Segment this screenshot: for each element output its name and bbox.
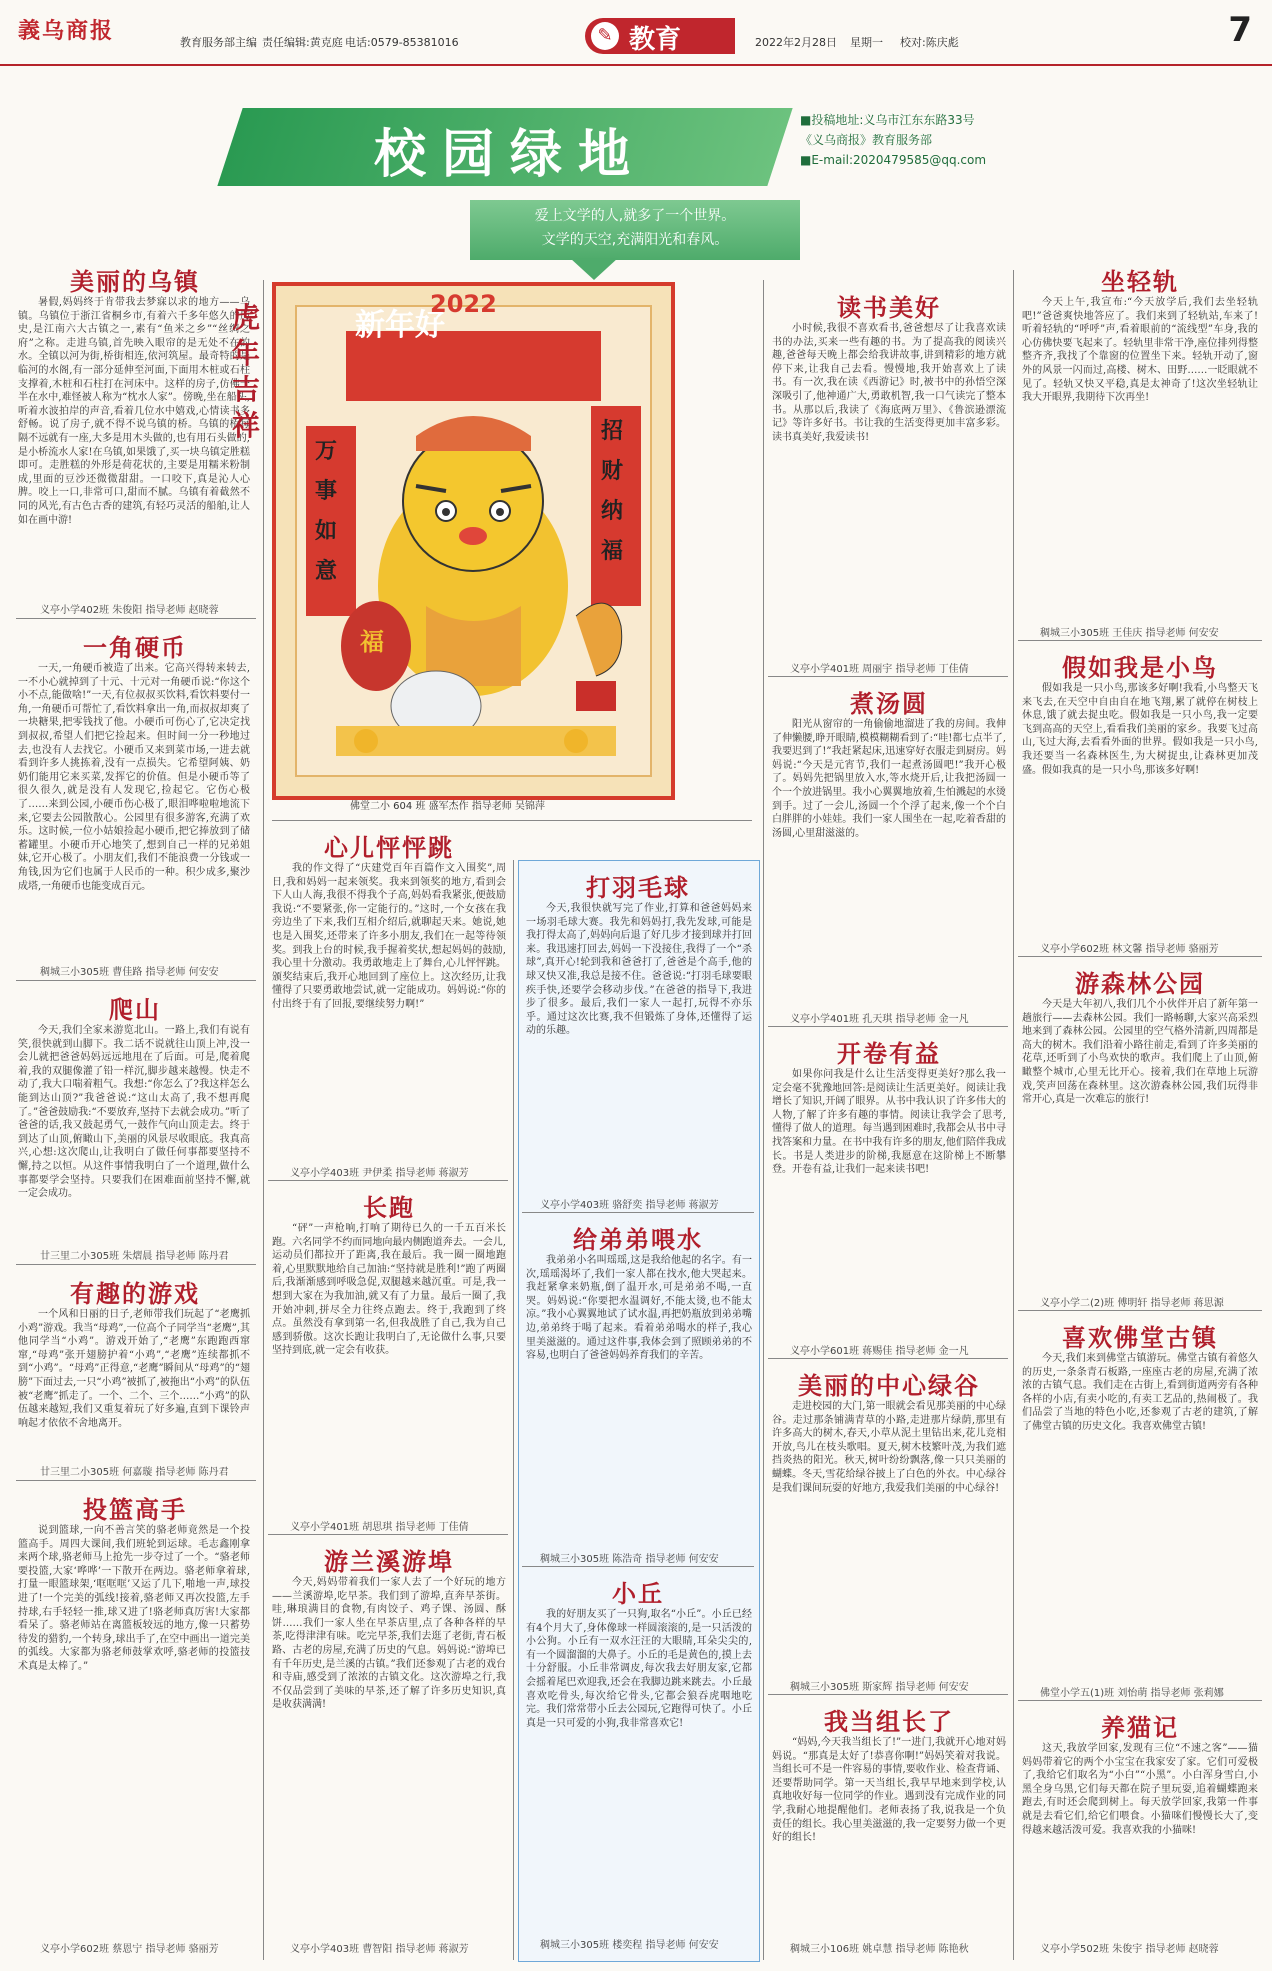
artwork-couplet-right: 招财纳福 [600, 419, 623, 564]
divider [16, 980, 256, 981]
article-title: 读书美好 [837, 294, 941, 322]
artwork-badge: 福 [360, 628, 384, 656]
article-title: 有趣的游戏 [70, 1280, 200, 1308]
article-byline: 义亭小学403班 尹伊柔 指导老师 蒋淑芳 [290, 1168, 469, 1179]
article-body: 走进校园的大门,第一眼就会看见那美丽的中心绿谷。走过那条铺满青草的小路,走进那片绿荫,那里有许多高大的树木,春天,小草从泥土里钻出来,花儿竞相开放,鸟儿在枝头歌唱。夏天,树木枝繁叶茂,为我们遮挡炎热的阳光。秋天,树叶纷纷飘落,像一只只美丽的蝴蝶。冬天,雪花给绿谷披上了白色的外衣。中心绿谷是我们课间玩耍的好地方,我爱我们美丽的中心绿谷! [772, 1401, 1006, 1494]
article-body: “砰”一声枪响,打响了期待已久的一千五百米长跑。六名同学不约而同地向最内侧跑道奔去。一会儿,运动员们都拉开了距离,我在最后。我一圈一圈地跑着,心里默默地给自己加油:“坚持就是胜利!”跑了两圈后,我渐渐感到呼吸急促,双腿越来越沉重。可是,我一想到大家在为我加油,就又有了力量。最后一圈了,我开始冲刺,拼尽全力往终点跑去。终于,我跑到了终点。虽然没有拿到第一名,但我战胜了自己,我为自己感到骄傲。这次长跑让我明白了,无论做什么事,只要坚持到底,就一定会有收获。 [272, 1223, 506, 1357]
page-number: 7 [1228, 10, 1252, 50]
artwork-couplet-left: 万事如意 [314, 439, 337, 584]
article-title: 美丽的中心绿谷 [798, 1372, 980, 1400]
article-title: 投篮高手 [83, 1496, 187, 1524]
divider [1018, 640, 1262, 641]
divider [268, 1180, 508, 1181]
masthead: 義乌商报 [18, 18, 115, 44]
article-title: 给弟弟喂水 [573, 1226, 703, 1254]
column-divider [263, 280, 264, 1960]
article-body: 今天上午,我宣布:“今天放学后,我们去坐轻轨吧!”爸爸爽快地答应了。我们来到了轻轨站,车来了!听着轻轨的“呼呼”声,看着眼前的“流线型”车身,我的心仿佛快要飞起来了。轻轨里非常干净,座位排列得整整齐齐,我找了个靠窗的位置坐下来。轻轨开动了,窗外的风景一闪而过,高楼、树木、田野……一眨眼就不见了。轻轨又快又平稳,真是太神奇了!这次坐轻轨让我大开眼界,我期待下次再坐! [1022, 297, 1258, 404]
article-body: 今天,妈妈带着我们一家人去了一个好玩的地方——兰溪游埠,吃早茶。我们到了游埠,直奔早茶街。哇,琳琅满目的食物,有肉饺子、鸡子馃、汤圆、酥饼……我们一家人坐在早茶店里,点了各种各样的早茶,吃得津津有味。吃完早茶,我们去逛了老街,青石板路、古老的房屋,充满了历史的气息。妈妈说:“游埠已有千年历史,是兰溪的古镇。”我们还参观了古老的戏台和寺庙,感受到了浓浓的古镇文化。这次游埠之行,我不仅品尝到了美味的早茶,还了解了许多历史知识,真是收获满满! [272, 1577, 506, 1711]
phone: 电话:0579-85381016 [345, 36, 459, 49]
article-body: 今天是大年初八,我们几个小伙伴开启了新年第一趟旅行——去森林公园。我们一路畅聊,大家兴高采烈地来到了森林公园。公园里的空气格外清新,四周都是高大的树木。我们沿着小路往前走,看到了许多美丽的花草,还听到了小鸟欢快的歌声。我们爬上了山顶,俯瞰整个城市,心里无比开心。接着,我们在草地上玩游戏,笑声回荡在森林里。这次游森林公园,我们玩得非常开心,真是一次难忘的旅行! [1022, 999, 1258, 1106]
article-byline: 义亭小学二(2)班 傅明轩 指导老师 蒋思源 [1040, 1298, 1224, 1309]
article-title: 心儿怦怦跳 [324, 834, 454, 862]
artwork-caption: 佛堂二小 604 班 盛军杰作 指导老师 吴锦萍 [350, 801, 545, 812]
article-byline: 义亭小学502班 朱俊宇 指导老师 赵晓蓉 [1040, 1944, 1219, 1955]
artwork-banner-text: 新年好 [355, 308, 445, 343]
article-body: 说到篮球,一向不善言笑的骆老师竟然是一个投篮高手。周四大课间,我们班轮到运球。毛志鑫刚拿来两个球,骆老师马上抢先一步夺过了一个。“骆老师要投篮,大家‘哗哗’一下散开在两边。骆老师拿着球,打量一眼篮球架,‘哐哐哐’又运了几下,啪地一声,球投进了!一个完美的弧线!接着,骆老师又再次投篮,左手持球,右手轻轻一推,球又进了!骆老师真厉害!大家都看呆了。骆老师站在离篮板较远的地方,像一只蓄势待发的猎豹,一个转身,球出手了,在空中画出一道完美的弧线。大家都为骆老师鼓掌欢呼,骆老师的投篮技术真是太棒了。” [18, 1525, 250, 1672]
artwork-vertical-title: 虎年吉祥 [231, 301, 260, 442]
article-body: 一个风和日丽的日子,老师带我们玩起了“老鹰抓小鸡”游戏。我当“母鸡”,一位高个子同学当“老鹰”,其他同学当“小鸡”。游戏开始了,“老鹰”东跑跑西窜窜,“母鸡”张开翅膀护着“小鸡”,“老鹰”连续都抓不到“小鸡”。“母鸡”正得意,“老鹰”瞬间从“母鸡”的“翅膀”下面过去,一只“小鸡”被抓了,被拖出“小鸡”的队伍被“老鹰”抓走了。一个、二个、三个……“小鸡”的队伍越来越短,我们又重复着玩了好多遍,直到下课铃声响起才依依不舍地离开。 [18, 1309, 250, 1429]
article-byline: 义亭小学602班 蔡恩宁 指导老师 骆丽芳 [40, 1944, 219, 1955]
contact-department: 《义乌商报》教育服务部 [800, 133, 933, 147]
article-byline: 稠城三小106班 姚卓慧 指导老师 陈艳秋 [790, 1944, 969, 1955]
article-body: 阳光从窗帘的一角偷偷地溜进了我的房间。我伸了伸懒腰,睁开眼睛,模模糊糊看到了:“哇!都七点半了,我要迟到了!”我赶紧起床,迅速穿好衣服走到厨房。妈妈说:“今天是元宵节,我们一起煮汤圆吧!”我开心极了。妈妈先把锅里放入水,等水烧开后,让我把汤圆一个一个放进锅里。我小心翼翼地放着,生怕溅起的水烫到手。过了一会儿,汤圆一个个浮了起来,像一个个白白胖胖的小娃娃。我们一家人围坐在一起,吃着香甜的汤圆,心里甜滋滋的。 [772, 719, 1006, 839]
divider [16, 1480, 256, 1481]
divider [768, 1026, 1008, 1027]
divider [1018, 1700, 1262, 1701]
divider [16, 1264, 256, 1265]
divider [768, 1694, 1008, 1695]
article-byline: 义亭小学403班 曹智阳 指导老师 蒋淑芳 [290, 1944, 469, 1955]
divider [16, 618, 256, 619]
article-body: 今天,我很快就写完了作业,打算和爸爸妈妈来一场羽毛球大赛。我先和妈妈打,我先发球,可能是我打得太高了,妈妈向后退了好几步才接到球并打回来。我迅速打回去,妈妈一下没接住,我得了一个“杀球”,真开心!轮到我和爸爸打了,爸爸是个高手,他的球又快又准,我总是接不住。爸爸说:“打羽毛球要眼疾手快,还要学会移动步伐。”在爸爸的指导下,我进步了很多。最后,我们一家人一起打,玩得不亦乐乎。通过这次比赛,我不但锻炼了身体,还懂得了运动的乐趣。 [526, 903, 752, 1037]
contact-email: ■E-mail:2020479585@qq.com [800, 153, 987, 167]
divider [768, 676, 1008, 677]
section-label: 教育 [629, 25, 682, 55]
article-byline: 义亭小学403班 骆舒奕 指导老师 蒋淑芳 [540, 1200, 719, 1211]
article-title: 煮汤圆 [850, 690, 928, 718]
article-byline: 廿三里二小305班 朱熠晨 指导老师 陈丹君 [40, 1251, 229, 1262]
article-title: 一角硬币 [83, 634, 187, 662]
artwork-year: 2022 [430, 290, 497, 318]
article-title: 坐轻轨 [1101, 268, 1179, 296]
article-title: 假如我是小鸟 [1062, 654, 1218, 682]
article-title: 游森林公园 [1075, 970, 1205, 998]
divider [768, 1358, 1008, 1359]
column-title: 校园绿地 [373, 125, 646, 185]
article-title: 美丽的乌镇 [70, 268, 200, 296]
article-byline: 稠城三小305班 曹佳路 指导老师 何安安 [40, 967, 219, 978]
article-byline: 义亭小学602班 林文馨 指导老师 骆丽芳 [1040, 944, 1219, 955]
slogan-line-1: 爱上文学的人,就多了一个世界。 [534, 208, 736, 224]
editors: 教育服务部主编 [180, 36, 257, 49]
article-byline: 义亭小学601班 蒋赐佳 指导老师 金一凡 [790, 1346, 969, 1357]
article-body: 我的作文得了“庆建党百年百篇作文入围奖”,周日,我和妈妈一起来领奖。我来到领奖的地方,看到会下人山人海,我很不得我个子高,妈妈看我紧张,便鼓励我说:“不要紧张,你一定能行的。”这时,一个女孩在我旁边坐了下来,我们互相介绍后,就聊起天来。她说,她也是入围奖,还带来了许多小朋友,我们在一起等待领奖。到我上台的时候,我手握着奖状,想起妈妈的鼓励,我心里十分激动。我勇敢地走上了舞台,心儿怦怦跳。颁奖结束后,我开心地回到了座位上。这次经历,让我懂得了只要勇敢地尝试,就一定能成功。妈妈说:“你的付出终于有了回报,要继续努力啊!” [272, 863, 506, 1010]
column-divider [1013, 270, 1014, 1960]
article-body: 小时候,我很不喜欢看书,爸爸想尽了让我喜欢读书的办法,买来一些有趣的书。为了提高我的阅读兴趣,爸爸每天晚上都会给我讲故事,讲到精彩的地方就停下来,让我自己去看。慢慢地,我开始喜欢上了读书。有一次,我在读《西游记》时,被书中的孙悟空深深吸引了,他神通广大,勇敢机智,我一口气读完了整本书。从那以后,我读了《海底两万里》、《鲁滨逊漂流记》等许多好书。书让我的生活变得更加丰富多彩。读书真美好,我爱读书! [772, 323, 1006, 443]
article-body: 我弟弟小名叫瑶瑶,这是我给他起的名字。有一次,瑶瑶渴坏了,我们一家人都在找水,他大哭起来。我赶紧拿来奶瓶,倒了温开水,可是弟弟不喝,一直哭。妈妈说:“你要把水温调好,不能太烫,也不能太凉。”我小心翼翼地试了试水温,再把奶瓶放到弟弟嘴边,弟弟终于喝了起来。看着弟弟喝水的样子,我心里美滋滋的。通过这件事,我体会到了照顾弟弟的不容易,也明白了爸爸妈妈养育我们的辛苦。 [526, 1255, 752, 1362]
article-byline: 稠城三小305班 陈浩奇 指导老师 何安安 [540, 1554, 719, 1565]
article-title: 打羽毛球 [586, 874, 690, 902]
article-body: “妈妈,今天我当组长了!”一进门,我就开心地对妈妈说。“那真是太好了!恭喜你啊!”妈妈笑着对我说。当组长可不是一件容易的事情,要收作业、检查背诵、还要帮助同学。第一天当组长,我早早地来到学校,认真地收好每一位同学的作业。遇到没有完成作业的同学,我耐心地提醒他们。老师表扬了我,说我是一个负责任的组长。我心里美滋滋的,我一定要努力做一个更好的组长! [772, 1737, 1006, 1844]
article-body: 假如我是一只小鸟,那该多好啊!我看,小鸟整天飞来飞去,在天空中自由自在地飞翔,累了就停在树枝上休息,饿了就去捉虫吃。假如我是一只小鸟,我一定要飞到高高的天空上,看看我们美丽的家乡。我要飞过高山,飞过大海,去看看外面的世界。假如我是一只小鸟,我还要当一名森林医生,为大树捉虫,让森林更加茂盛。假如我真的是一只小鸟,那该多好啊! [1022, 683, 1258, 776]
weekday: 星期一 [850, 36, 883, 49]
divider [1018, 956, 1262, 957]
article-body: 这天,我放学回家,发现有三位“不速之客”——猫妈妈带着它的两个小宝宝在我家安了家。它们可爱极了,我给它们取名为“小白”“小黑”。小白浑身雪白,小黑全身乌黑,它们每天都在院子里玩耍,追着蝴蝶跑来跑去,有时还会爬到树上。每天放学回家,我第一件事就是去看它们,给它们喂食。小猫咪们慢慢长大了,变得越来越活泼可爱。我喜欢我的小猫咪! [1022, 1743, 1258, 1836]
article-byline: 稠城三小305班 王佳庆 指导老师 何安安 [1040, 628, 1219, 639]
article-title: 游兰溪游埠 [324, 1548, 454, 1576]
article-title: 开卷有益 [837, 1040, 941, 1068]
slogan-arrow [570, 258, 618, 280]
article-body: 我的好朋友买了一只狗,取名“小丘”。小丘已经有4个月大了,身体像球一样圆滚滚的,是一只活泼的小公狗。小丘有一双水汪汪的大眼睛,耳朵尖尖的,有一个圆溜溜的大鼻子。小丘的毛是黄色的,摸上去十分舒服。小丘非常调皮,每次我去好朋友家,它都会摇着尾巴欢迎我,还会在我脚边跳来跳去。小丘最喜欢吃骨头,每次给它骨头,它都会狼吞虎咽地吃完。我们常常带小丘去公园玩,它跑得可快了。小丘真是一只可爱的小狗,我非常喜欢它! [526, 1609, 752, 1729]
section-icon: ✎ [591, 22, 619, 50]
article-body: 一天,一角硬币被造了出来。它高兴得转来转去,一不小心就掉到了十元、十元对一角硬币说:“你这个小不点,能做啥!”一天,有位叔叔买饮料,看饮料要付一角,一角硬币可帮忙了,看饮料拿出一角,而叔叔却爽了一块糖果,把零钱找了他。小硬币可伤心了,它决定找到叔叔,希望人们把它捡起来。但时间一分一秒地过去,也没有人去找它。小硬币又来到菜市场,一进去就看到许多人挑拣着,没有一点损失。它希望阿姨、奶奶们能用它来买菜,发挥它的价值。但是小硬币等了很久很久,就是没有人发现它,捡起它。它伤心极了……来到公园,小硬币伤心极了,眼泪哗啦啦地流下来,它要去公园散散心。公园里有很多游客,充满了欢乐。这时候,一位小姑娘捡起小硬币,把它捧放到了储蓄罐里。小硬币开心地笑了,想到自己一样的兄弟姐妹,它开心极了。小朋友们,我们不能浪费一分钱或一角钱,因为它们也属于人民币的一种。积少成多,聚沙成塔,一角硬币也能变成百元。 [18, 663, 250, 892]
slogan [470, 204, 800, 252]
article-byline: 义亭小学402班 朱俊阳 指导老师 赵晓蓉 [40, 605, 219, 616]
duty-editor: 责任编辑:黄克庭 [262, 36, 343, 49]
article-title: 小丘 [612, 1580, 664, 1608]
article-byline: 稠城三小305班 斯家辉 指导老师 何安安 [790, 1682, 969, 1693]
article-body: 暑假,妈妈终于肯带我去梦寐以求的地方——乌镇。乌镇位于浙江省桐乡市,有着六千多年悠久的历史,是江南六大古镇之一,素有“鱼米之乡”“丝绸之府”之称。走进乌镇,首先映入眼帘的是无处不在的水。全镇以河为街,桥街相连,依河筑屋。最奇特的是临河的水阁,有一部分延伸至河面,下面用木桩或石柱支撑着,木桩和石柱打在河床中。这样的房子,仿佛一半在水中,难怪被人称为“枕水人家”。傍晚,坐在船头,听着水波拍岸的声音,看着几位水中嬉戏,心情读书多舒畅。说了房子,就不得不说乌镇的桥。乌镇的桥每隔不远就有一座,大多是用木头做的,也有用石头做的,是小桥流水人家!在乌镇,如果饿了,买一块乌镇定胜糕即可。走胜糕的外形是荷花状的,主要是用糯米粉制成,里面的豆沙还微微甜甜。一口咬下,真是沁人心脾。咬上一口,非常可口,甜而不腻。乌镇有着截然不同的风光,有古色古香的建筑,有轻巧灵活的船舶,让人如在画中游! [18, 297, 250, 526]
article-title: 爬山 [109, 996, 161, 1024]
contact-info [800, 110, 1080, 170]
divider [522, 1212, 754, 1213]
contact-address: ■投稿地址:义乌市江东东路33号 [800, 113, 975, 127]
article-byline: 廿三里二小305班 何嘉璇 指导老师 陈丹君 [40, 1467, 229, 1478]
divider [1018, 1310, 1262, 1311]
proofreader: 校对:陈庆彪 [900, 36, 959, 49]
divider [272, 820, 752, 821]
article-title: 长跑 [363, 1194, 415, 1222]
slogan-line-2: 文学的天空,充满阳光和春风。 [541, 232, 729, 248]
article-body: 如果你问我是什么让生活变得更美好?那么我一定会毫不犹豫地回答:是阅读让生活更美好。阅读让我增长了知识,开阔了眼界。从书中我认识了许多伟大的人物,了解了许多有趣的事情。阅读让我学会了思考,懂得了做人的道理。每当遇到困难时,我都会从书中寻找答案和力量。在书中我有许多的朋友,他们陪伴我成长。书是人类进步的阶梯,我愿意在这阶梯上不断攀登。开卷有益,让我们一起来读书吧! [772, 1069, 1006, 1176]
section-badge [585, 18, 735, 54]
divider [268, 1534, 508, 1535]
article-body: 今天,我们来到佛堂古镇游玩。佛堂古镇有着悠久的历史,一条条青石板路,一座座古老的房屋,充满了浓浓的古镇气息。我们走在古街上,看到街道两旁有各种各样的小店,有卖小吃的,有卖工艺品的,热闹极了。我们品尝了当地的特色小吃,还参观了古老的建筑,了解了佛堂古镇的历史文化。我喜欢佛堂古镇! [1022, 1353, 1258, 1432]
article-title: 养猫记 [1101, 1714, 1179, 1742]
article-byline: 稠城三小305班 楼奕程 指导老师 何安安 [540, 1940, 719, 1951]
article-byline: 义亭小学401班 胡思琪 指导老师 丁佳倩 [290, 1522, 469, 1533]
article-title: 我当组长了 [824, 1708, 954, 1736]
column-divider [763, 280, 764, 1960]
article-byline: 义亭小学401班 周丽宇 指导老师 丁佳倩 [790, 664, 969, 675]
article-title: 喜欢佛堂古镇 [1062, 1324, 1218, 1352]
column-divider [513, 860, 514, 1960]
article-byline: 佛堂小学五(1)班 刘怡萌 指导老师 张莉娜 [1040, 1688, 1224, 1699]
divider [522, 1566, 754, 1567]
article-byline: 义亭小学401班 孔天琪 指导老师 金一凡 [790, 1014, 969, 1025]
article-body: 今天,我们全家来游览北山。一路上,我们有说有笑,很快就到山脚下。我二话不说就往山顶上冲,没一会儿就把爸爸妈妈远远地甩在了后面。可是,爬着爬着,我的双腿像灌了铅一样沉,脚步越来越慢。快走不动了,我大口喘着粗气。我想:“你怎么了?我这样怎么能到达山顶?”我爸爸说:“这山太高了,我不想再爬了。”爸爸鼓励我:“不要放弃,坚持下去就会成功。”听了爸爸的话,我又鼓起勇气,一鼓作气向山顶走去。终于到达了山顶,俯瞰山下,美丽的风景尽收眼底。我真高兴,心想:这次爬山,让我明白了做任何事都要坚持不懈,持之以恒。从这件事情我明白了一个道理,做什么事都要学会坚持。只要我们在困难面前坚持不懈,就一定会成功。 [18, 1025, 250, 1200]
issue-date: 2022年2月28日 [755, 36, 837, 49]
